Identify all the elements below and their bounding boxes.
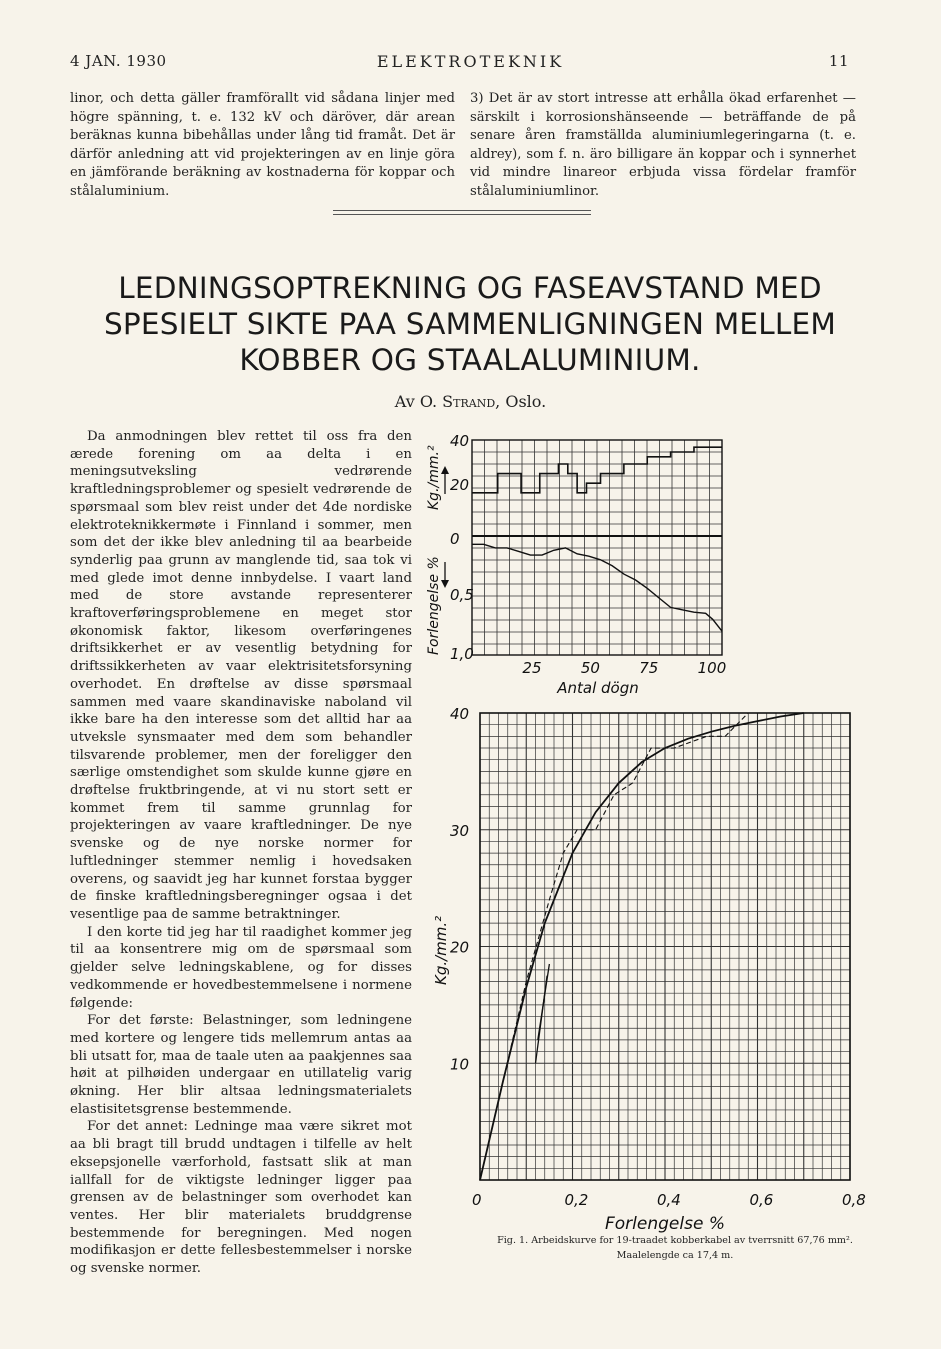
y-axis-label: Kg./mm.² xyxy=(432,915,450,985)
work-curve-chart xyxy=(432,705,866,1234)
time-chart xyxy=(426,432,726,697)
paragraph: Da anmodningen blev rettet til oss fra den ærede forening om aa delta i en meningsutveksling vedrørende kraftledningsproblemer og spesielt vedrørende de spørsmaal som blev reist under det 4de nordiske elektroteknikkermøte i Finnland i sommer, men som det der ikke blev anledning til aa bearbeide synderlig paa grunn av manglende tid, saa tok vi med glede imot denne innbydelse. I vaart land med de store avstande representerer kraftoverføringsproblemene en meget stor økonomisk faktor, likesom overføringenes driftsikkerhet er av vesentlig betydning for driftssikkerheten av vaar elektrisitetsforsyning overhodet. En drøftelse av disse spørsmaal sammen med vaare skandinaviske naboland vil ikke bare ha den interesse som det alltid har aa utveksle synsmaater med dem som behandler tilsvarende problemer, men der foreligger den særlige omstendighet som skulde kunne gjøre en drøftelse fruktbringende, at vi nu stort sett er kommet frem til samme grunnlag for projekteringen av vaare kraftledninger. De nye svenske og de nye norske normer for luftledninger stemmer nemlig i hovedsaken overens, og saavidt jeg har kunnet forstaa bygger de finske kraftledningsberegninger ogsaa i det vesentlige paa de samme betraktninger. xyxy=(70,429,412,922)
article-title: LEDNINGSOPTREKNING OG FASEAVSTAND MED SPESIELT SIKTE PAA SAMMENLIGNINGEN MELLEM KOBBER OG STAALALUMINIUM. xyxy=(103,271,837,377)
arrow-up-head xyxy=(441,466,449,474)
x-tick-label: 0,4 xyxy=(657,1191,681,1209)
x-tick-label: 0,6 xyxy=(749,1191,774,1209)
y-tick-label: 40 xyxy=(450,705,470,723)
paragraph: For det første: Belastninger, som ledningene med kortere og lengere tids mellemrum antas aa bli utsatt for, maa de taale uten aa paakjennes saa høit at pilhøiden undergaar en utillatelig varig økning. Her blir altsaa ledningsmaterialets elastisitetsgrense bestemmende. xyxy=(70,1013,412,1117)
byline-prefix: Av O. xyxy=(394,392,438,411)
y-axis-label-top: Kg./mm.² xyxy=(426,445,442,510)
top-left-text: linor, och detta gäller framförallt vid sådana linjer med högre spänning, t. e. 132 kV och däröver, där arean beräknas kunna bibehållas under lång tid framåt. Det är därför anledning att vid projekteringen av en linje göra en jämförande beräkning av kostnaderna för koppar och stålaluminium. xyxy=(70,91,455,199)
journal-title: ELEKTROTEKNIK xyxy=(376,52,565,71)
y-axis-label-bottom: Forlengelse % xyxy=(426,556,442,655)
y-tick-label: 20 xyxy=(450,476,470,494)
figure-caption xyxy=(470,1233,880,1263)
x-tick-label: 0,2 xyxy=(564,1191,589,1209)
y-tick-label: 30 xyxy=(450,821,470,840)
paragraph: For det annet: Ledninge maa være sikret mot aa bli bragt till brudd undtagen i tilfelle av helt eksepsjonelle værforhold, fastsatt slik at man iallfall for de viktigste ledninger ligger paa grensen av de belastninger som overhodet kan ventes. Her blir materialets bruddgrense bestemmende for beregningen. Med nogen modifikasjon er dette fellesbestemmelser i norske og svenske normer. xyxy=(70,1119,412,1277)
paragraph: I den korte tid jeg har til raadighet kommer jeg til aa konsentrere mig om de spørsmaal som gjelder selve ledningskablene, og for disses vedkommende er hovedbestemmelsene i normene følgende: xyxy=(70,924,412,1011)
x-axis-label: Antal dögn xyxy=(557,679,639,697)
issue-date: 4 JAN. 1930 xyxy=(70,52,167,70)
top-right-text: 3) Det är av stort intresse att erhålla ökad erfarenhet — särskilt i korrosionshänseende — beträffande de på senare åren framställda aluminiumlegeringarna (t. e. aldrey), som f. n. äro billigare än koppar och i synnerhet vid mindre linareor erbjuda vissa fördelar framför stålaluminiumlinor. xyxy=(470,91,856,199)
x-tick-label: 100 xyxy=(697,659,727,677)
y-tick-label: 0 xyxy=(450,530,460,548)
byline-place: Oslo. xyxy=(505,392,547,411)
caption-line-2: Maalelengde ca 17,4 m. xyxy=(616,1250,734,1261)
y-tick-label: 20 xyxy=(450,938,470,957)
caption-line-1: Fig. 1. Arbeidskurve for 19-traadet kobberkabel av tverrsnitt 67,76 mm². xyxy=(497,1235,853,1246)
y-tick-label: 40 xyxy=(450,432,470,450)
x-tick-label: 75 xyxy=(639,659,659,677)
y-tick-label: 1,0 xyxy=(450,645,474,663)
arrow-down-head xyxy=(441,580,449,588)
x-axis-label: Forlengelse % xyxy=(605,1214,725,1234)
x-tick-label: 50 xyxy=(580,659,600,677)
y-tick-label: 0,5 xyxy=(450,586,474,604)
author-name: Strand, xyxy=(442,392,501,411)
y-tick-label: 10 xyxy=(450,1055,470,1074)
x-tick-label: 0 xyxy=(472,1191,482,1209)
x-tick-label: 0,8 xyxy=(842,1191,866,1209)
page-number: 11 xyxy=(828,52,849,70)
x-tick-label: 25 xyxy=(522,659,542,677)
